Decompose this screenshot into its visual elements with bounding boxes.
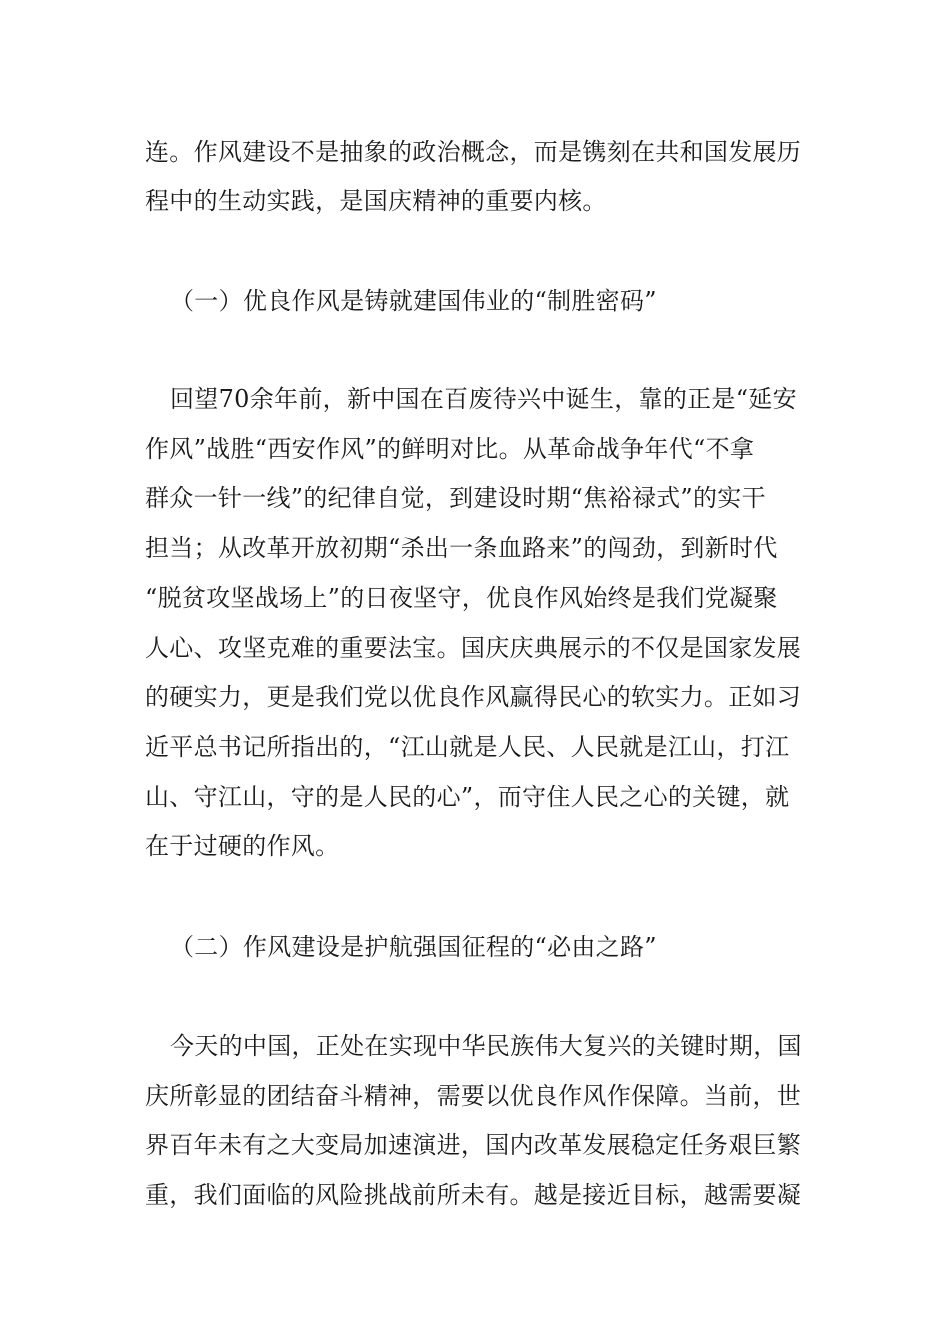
paragraph-line: “脱贫攻坚战场上”的日夜坚守，优良作风始终是我们党凝聚 — [145, 584, 778, 612]
paragraph-line: 近平总书记所指出的，“江山就是人民、人民就是江山，打江 — [145, 733, 790, 761]
paragraph-line: 今天的中国，正处在实现中华民族伟大复兴的关键时期，国 — [170, 1032, 802, 1060]
section-heading-2: （二）作风建设是护航强国征程的“必由之路” — [170, 933, 657, 961]
paragraph-line: 在于过硬的作风。 — [145, 832, 340, 860]
paragraph-line: 连。作风建设不是抽象的政治概念，而是镌刻在共和国发展历 — [145, 138, 802, 166]
paragraph-line: 作风”战胜“西安作风”的鲜明对比。从革命战争年代“不拿 — [145, 435, 755, 463]
paragraph-line: 群众一针一线”的纪律自觉，到建设时期“焦裕禄式”的实干 — [145, 484, 766, 512]
paragraph-line: 界百年未有之大变局加速演进，国内改革发展稳定任务艰巨繁 — [145, 1131, 802, 1159]
paragraph-line: 担当；从改革开放初期“杀出一条血路来”的闯劲，到新时代 — [145, 534, 778, 562]
paragraph-line: 回望70余年前，新中国在百废待兴中诞生，靠的正是“延安 — [170, 385, 797, 413]
paragraph-line: 的硬实力，更是我们党以优良作风赢得民心的软实力。正如习 — [145, 683, 802, 711]
paragraph-line: 程中的生动实践，是国庆精神的重要内核。 — [145, 187, 607, 215]
paragraph-line: 人心、攻坚克难的重要法宝。国庆庆典展示的不仅是国家发展 — [145, 634, 802, 662]
paragraph-line: 山、守江山，守的是人民的心”，而守住人民之心的关键，就 — [145, 783, 790, 811]
paragraph-line: 重，我们面临的风险挑战前所未有。越是接近目标，越需要凝 — [145, 1181, 802, 1209]
paragraph-line: 庆所彰显的团结奋斗精神，需要以优良作风作保障。当前，世 — [145, 1082, 802, 1110]
section-heading-1: （一）优良作风是铸就建国伟业的“制胜密码” — [170, 287, 657, 315]
